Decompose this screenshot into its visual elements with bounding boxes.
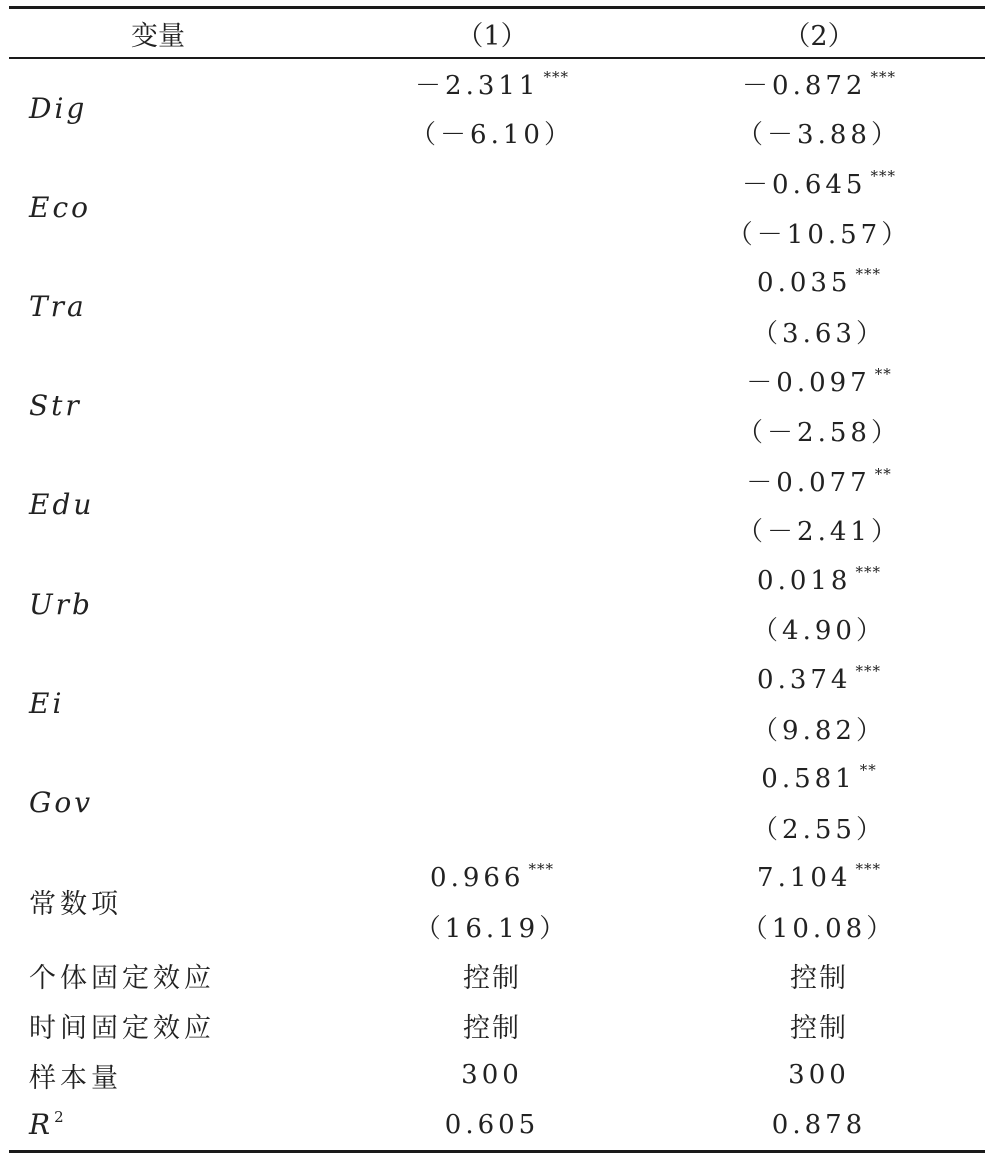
regression-table bbox=[9, 9, 985, 57]
coef-col2-value: 7.104 bbox=[757, 863, 852, 894]
tstat-col2: （3.63） bbox=[752, 318, 886, 349]
tstat-col2: （2.55） bbox=[752, 814, 886, 845]
coef-col2-value: －0.645 bbox=[742, 169, 867, 200]
coef-col2-value: 0.374 bbox=[757, 664, 852, 695]
coef-row bbox=[9, 753, 985, 803]
tstat-col1 bbox=[331, 802, 653, 852]
coef-col1-value: 0.966 bbox=[430, 863, 525, 894]
coef-col2 bbox=[653, 654, 985, 704]
footer-label: 样本量 bbox=[29, 1062, 122, 1094]
header-variable: 变量 bbox=[131, 20, 185, 52]
footer-col1: 300 bbox=[461, 1060, 523, 1091]
coef-col2 bbox=[653, 356, 985, 406]
coef-col2-value: －0.097 bbox=[746, 368, 871, 399]
coef-col2-value: 0.018 bbox=[757, 565, 852, 596]
header-col1: （1） bbox=[456, 20, 528, 52]
tstat-col1 bbox=[331, 505, 653, 555]
coef-col1 bbox=[331, 455, 653, 505]
footer-col1: 控制 bbox=[463, 1013, 521, 1045]
footer-col2: 控制 bbox=[790, 1013, 848, 1045]
tstat-col1: （16.19） bbox=[414, 913, 570, 944]
variable-label: 常数项 bbox=[29, 889, 122, 921]
coef-col2-value: －0.872 bbox=[742, 70, 867, 101]
coef-col2 bbox=[653, 852, 985, 902]
coef-col1 bbox=[331, 356, 653, 406]
coef-col1 bbox=[331, 257, 653, 307]
bottom-rule bbox=[9, 1150, 985, 1153]
coef-col2-stars: *** bbox=[870, 67, 896, 86]
coef-col1 bbox=[331, 753, 653, 803]
r2-col2: 0.878 bbox=[771, 1109, 867, 1140]
coef-col1 bbox=[331, 158, 653, 208]
coef-col2-stars: ** bbox=[859, 761, 877, 780]
coef-col2-stars: *** bbox=[870, 166, 896, 185]
tstat-col1 bbox=[331, 406, 653, 456]
coef-col2 bbox=[653, 158, 985, 208]
coef-col2-stars: ** bbox=[874, 365, 892, 384]
r2-row bbox=[9, 1100, 985, 1150]
footer-label: 个体固定效应 bbox=[29, 963, 215, 995]
coef-col2 bbox=[653, 59, 985, 109]
tstat-col2: （4.90） bbox=[752, 616, 886, 647]
footer-col2: 控制 bbox=[790, 963, 848, 995]
tstat-col2: （－2.41） bbox=[737, 517, 901, 548]
coef-col1-stars: *** bbox=[543, 67, 569, 86]
regression-table-container bbox=[9, 6, 985, 1153]
tstat-col1 bbox=[331, 703, 653, 753]
variable-label: Gov bbox=[29, 785, 94, 819]
tstat-col2: （10.08） bbox=[741, 913, 897, 944]
variable-label: Edu bbox=[29, 488, 95, 522]
coef-row bbox=[9, 59, 985, 109]
tstat-col2: （－3.88） bbox=[737, 120, 901, 151]
coef-row bbox=[9, 554, 985, 604]
footer-row bbox=[9, 1001, 985, 1051]
coef-row bbox=[9, 455, 985, 505]
r2-superscript: 2 bbox=[54, 1108, 64, 1127]
coef-col1-stars: *** bbox=[528, 860, 554, 879]
tstat-col2: （－2.58） bbox=[737, 417, 901, 448]
r2-label bbox=[9, 1100, 331, 1150]
coef-row bbox=[9, 852, 985, 902]
header-col2: （2） bbox=[783, 20, 855, 52]
coef-col2 bbox=[653, 554, 985, 604]
coef-col2 bbox=[653, 753, 985, 803]
footer-col1: 控制 bbox=[463, 963, 521, 995]
coef-row bbox=[9, 257, 985, 307]
tstat-col2: （－10.57） bbox=[726, 219, 912, 250]
coef-row bbox=[9, 158, 985, 208]
variable-label: Eco bbox=[29, 190, 91, 224]
r2-symbol: R bbox=[29, 1108, 51, 1142]
coef-col2-stars: *** bbox=[855, 661, 881, 680]
variable-label: Ei bbox=[29, 686, 65, 720]
coef-col1 bbox=[331, 654, 653, 704]
r2-col1: 0.605 bbox=[444, 1109, 540, 1140]
coef-col1 bbox=[331, 852, 653, 902]
coef-col2-value: 0.581 bbox=[761, 764, 856, 795]
tstat-col1 bbox=[331, 306, 653, 356]
coef-col1 bbox=[331, 554, 653, 604]
coef-col2-value: －0.077 bbox=[746, 467, 871, 498]
coef-col2-stars: *** bbox=[855, 562, 881, 581]
coef-col2-value: 0.035 bbox=[757, 268, 852, 299]
variable-label: Dig bbox=[29, 91, 88, 125]
tstat-col2: （9.82） bbox=[752, 715, 886, 746]
regression-body bbox=[9, 59, 985, 1150]
footer-row bbox=[9, 1050, 985, 1100]
tstat-col1 bbox=[331, 604, 653, 654]
footer-col2: 300 bbox=[788, 1060, 850, 1091]
coef-col2 bbox=[653, 455, 985, 505]
variable-label: Urb bbox=[29, 587, 93, 621]
footer-label: 时间固定效应 bbox=[29, 1013, 215, 1045]
coef-col1-value: －2.311 bbox=[415, 70, 540, 101]
coef-row bbox=[9, 654, 985, 704]
header-row bbox=[9, 9, 985, 57]
tstat-col1: （－6.10） bbox=[410, 120, 574, 151]
coef-col2-stars: ** bbox=[874, 464, 892, 483]
footer-row bbox=[9, 951, 985, 1001]
coef-col2 bbox=[653, 257, 985, 307]
coef-col2-stars: *** bbox=[855, 265, 881, 284]
tstat-col1 bbox=[331, 207, 653, 257]
variable-label: Str bbox=[29, 389, 82, 423]
variable-label: Tra bbox=[29, 289, 87, 323]
coef-row bbox=[9, 356, 985, 406]
coef-col1 bbox=[331, 59, 653, 109]
coef-col2-stars: *** bbox=[855, 860, 881, 879]
